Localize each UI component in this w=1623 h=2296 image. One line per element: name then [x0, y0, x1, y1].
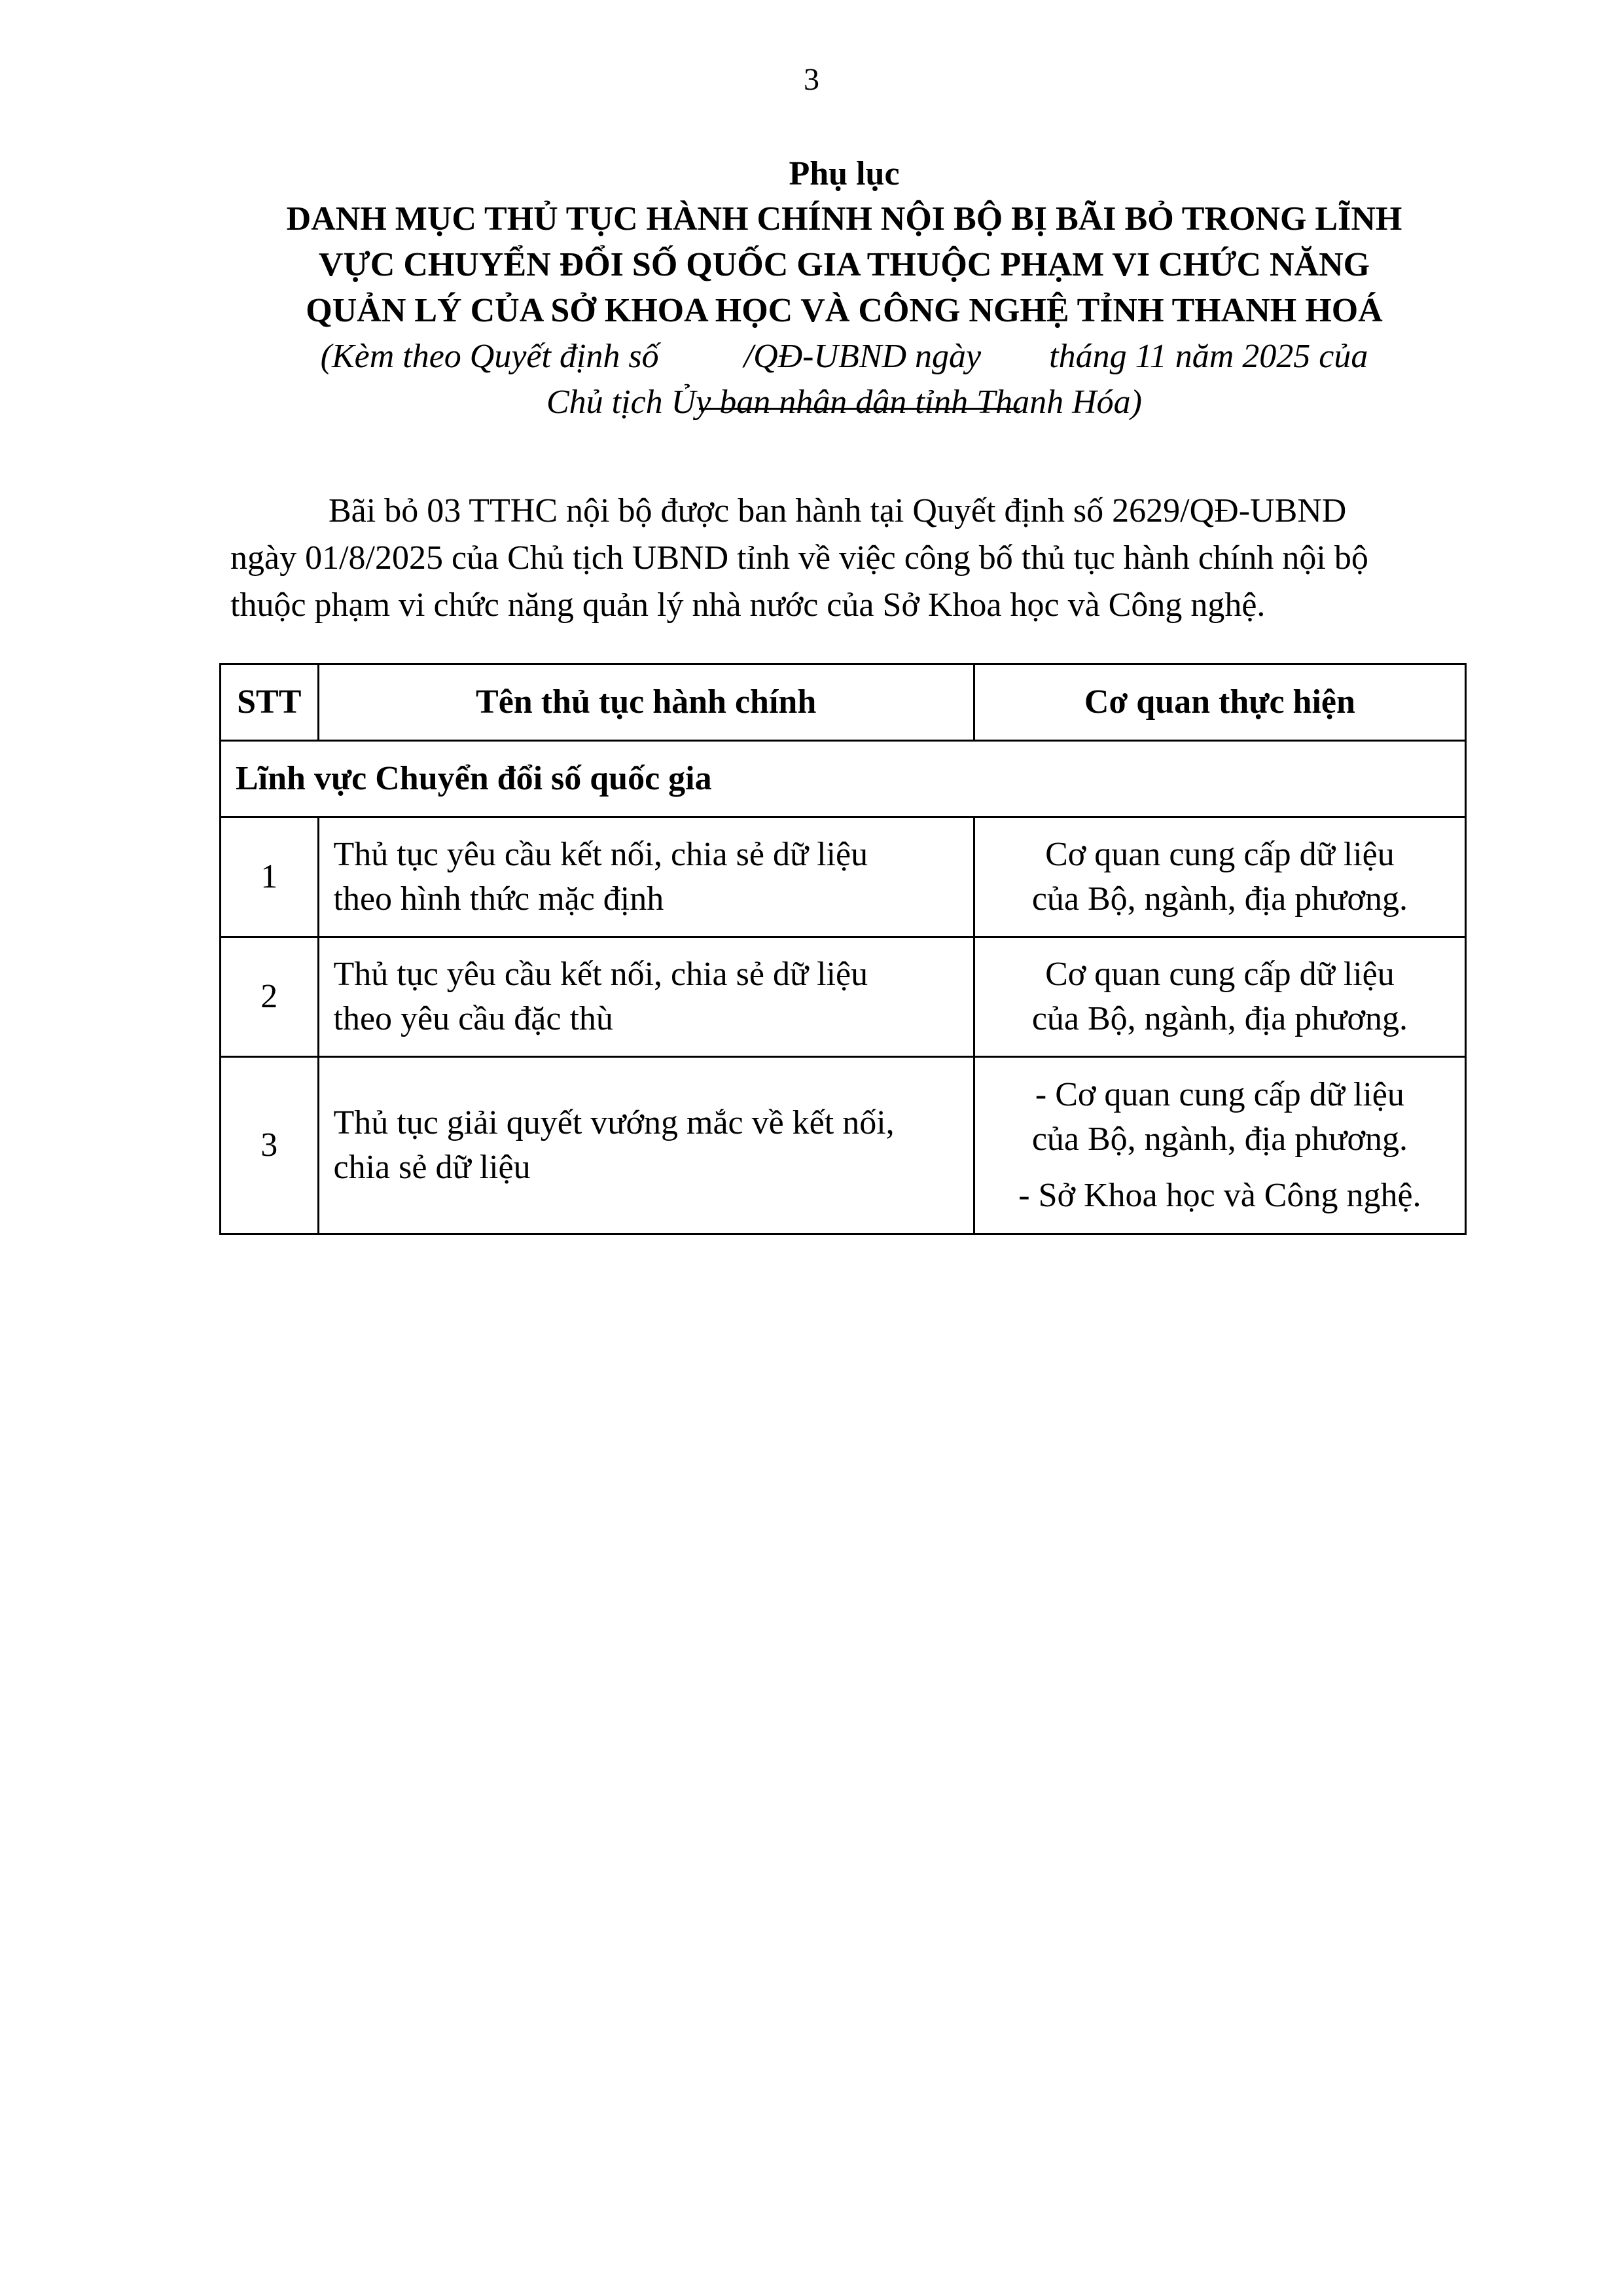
- procedure-name-line: Thủ tục yêu cầu kết nối, chia sẻ dữ liệu: [333, 956, 868, 993]
- row-agency: [974, 1057, 1465, 1234]
- table-row: [221, 817, 1466, 937]
- procedure-name-line: chia sẻ dữ liệu: [333, 1149, 531, 1186]
- header-divider: [699, 408, 1020, 410]
- document-subtitle-line-1: (Kèm theo Quyết định số /QĐ-UBND ngày tháng 11 năm 2025 của: [320, 338, 1368, 375]
- document-subtitle-line-2: Chủ tịch Ủy ban nhân dân tỉnh Thanh Hóa): [546, 384, 1142, 421]
- agency-line: Cơ quan cung cấp dữ liệu: [1045, 956, 1395, 993]
- table-row: [221, 1057, 1466, 1234]
- appendix-label: Phụ lục: [789, 155, 900, 192]
- header-procedure-name: Tên thủ tục hành chính: [318, 664, 974, 741]
- table-row: [221, 937, 1466, 1057]
- row-procedure-name: [318, 817, 974, 937]
- procedure-name-line: Thủ tục yêu cầu kết nối, chia sẻ dữ liệu: [333, 836, 868, 873]
- agency-line: của Bộ, ngành, địa phương.: [1031, 1121, 1408, 1158]
- agency-line: của Bộ, ngành, địa phương.: [1031, 1000, 1408, 1037]
- row-stt: 2: [221, 937, 319, 1057]
- row-procedure-name: [318, 937, 974, 1057]
- row-stt: 1: [221, 817, 319, 937]
- procedure-name-line: theo hình thức mặc định: [333, 880, 664, 918]
- table-header-row: [221, 664, 1466, 741]
- agency-line: - Sở Khoa học và Công nghệ.: [1018, 1177, 1421, 1214]
- header-agency: Cơ quan thực hiện: [974, 664, 1465, 741]
- row-agency: [974, 937, 1465, 1057]
- procedure-name-line: Thủ tục giải quyết vướng mắc về kết nối,: [333, 1104, 895, 1141]
- procedure-name-line: theo yêu cầu đặc thù: [333, 1000, 613, 1037]
- agency-line: của Bộ, ngành, địa phương.: [1031, 880, 1408, 918]
- row-procedure-name: [318, 1057, 974, 1234]
- agency-line: - Cơ quan cung cấp dữ liệu: [1035, 1076, 1404, 1113]
- field-row: [221, 741, 1466, 817]
- intro-line-3: thuộc phạm vi chức năng quản lý nhà nước của Sở Khoa học và Công nghệ.: [230, 586, 1266, 624]
- agency-line: Cơ quan cung cấp dữ liệu: [1045, 836, 1395, 873]
- document-title-line-2: VỰC CHUYỂN ĐỔI SỐ QUỐC GIA THUỘC PHẠM VI CHỨC NĂNG: [318, 246, 1370, 283]
- document-title-line-3: QUẢN LÝ CỦA SỞ KHOA HỌC VÀ CÔNG NGHỆ TỈNH THANH HOÁ: [306, 292, 1383, 329]
- intro-paragraph: [230, 488, 1467, 629]
- document-title-line-1: DANH MỤC THỦ TỤC HÀNH CHÍNH NỘI BỘ BỊ BÃI BỎ TRONG LĨNH: [286, 200, 1402, 238]
- intro-line-2: ngày 01/8/2025 của Chủ tịch UBND tỉnh về việc công bố thủ tục hành chính nội bộ: [230, 539, 1368, 577]
- row-stt: 3: [221, 1057, 319, 1234]
- row-agency: [974, 817, 1465, 937]
- page-number: 3: [804, 62, 819, 97]
- intro-line-1: Bãi bỏ 03 TTHC nội bộ được ban hành tại Quyết định số 2629/QĐ-UBND: [329, 492, 1347, 529]
- field-label: Lĩnh vực Chuyển đổi số quốc gia: [221, 741, 1466, 817]
- appendix-header: [223, 152, 1466, 425]
- procedures-table: [219, 663, 1467, 1235]
- header-stt: STT: [221, 664, 319, 741]
